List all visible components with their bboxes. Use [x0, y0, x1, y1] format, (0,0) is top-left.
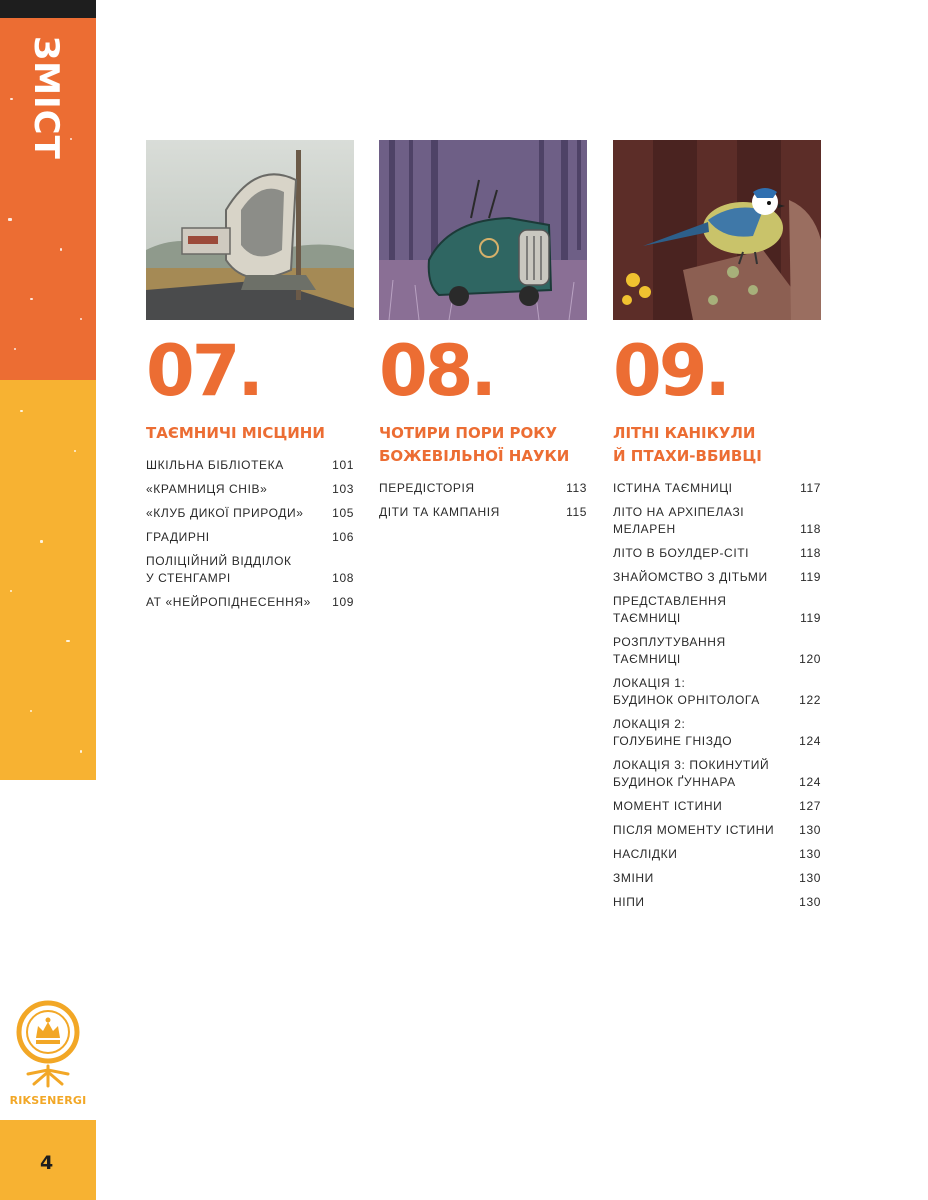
chapter-title: ЛІТНІ КАНІКУЛИ Й ПТАХИ-ВБИВЦІ — [613, 424, 762, 465]
page-number: 4 — [40, 1152, 54, 1174]
toc-entry-title: ШКІЛЬНА БІБЛІОТЕКА — [146, 458, 284, 472]
toc-entry-page: 118 — [800, 546, 821, 560]
chapter-07-image — [146, 140, 354, 320]
toc-entry[interactable] — [146, 594, 354, 611]
toc-entry-title: МОМЕНТ ІСТИНИ — [613, 799, 723, 813]
chapter-08-image — [379, 140, 587, 320]
toc-entry[interactable] — [613, 716, 821, 750]
toc-entry-page: 101 — [332, 458, 354, 472]
toc-entry-page: 124 — [799, 775, 821, 789]
toc-entry-title: РОЗПЛУТУВАННЯ ТАЄМНИЦІ — [613, 635, 726, 666]
toc-entry[interactable] — [613, 634, 821, 668]
toc-entry-title: ЛІТО В БОУЛДЕР-СІТІ — [613, 546, 750, 560]
chapter-title: ТАЄМНИЧІ МІСЦИНИ — [146, 424, 325, 442]
chapter-number: 07. — [146, 330, 262, 412]
toc-entry-title: ЗМІНИ — [613, 871, 654, 885]
toc-entry-page: 130 — [799, 823, 821, 837]
toc-entry-page: 120 — [799, 652, 821, 666]
toc-list — [379, 480, 587, 521]
chapter-09-image — [613, 140, 821, 320]
toc-entry[interactable] — [613, 593, 821, 627]
toc-entry-page: 106 — [332, 530, 354, 544]
toc-entry[interactable] — [613, 480, 821, 497]
toc-entry-title: ЗНАЙОМСТВО З ДІТЬМИ — [613, 570, 768, 584]
toc-entry[interactable] — [613, 757, 821, 791]
toc-entry[interactable] — [613, 870, 821, 887]
toc-list — [146, 457, 354, 611]
toc-entry-title: НІПИ — [613, 895, 645, 909]
toc-entry[interactable] — [146, 457, 354, 474]
toc-entry[interactable] — [379, 504, 587, 521]
toc-entry-page: 119 — [800, 570, 821, 584]
toc-entry-title: ПЕРЕДІСТОРІЯ — [379, 481, 475, 495]
toc-entry-title: «КЛУБ ДИКОЇ ПРИРОДИ» — [146, 506, 304, 520]
toc-entry-title: ЛОКАЦІЯ 1: БУДИНОК ОРНІТОЛОГА — [613, 676, 760, 707]
chapter-number: 08. — [379, 330, 495, 412]
toc-entry-page: 122 — [799, 693, 821, 707]
toc-entry-title: АТ «НЕЙРОПІДНЕСЕННЯ» — [146, 595, 311, 609]
toc-entry-title: «КРАМНИЦЯ СНІВ» — [146, 482, 268, 496]
chapter-09 — [613, 140, 821, 918]
toc-entry[interactable] — [613, 894, 821, 911]
toc-entry-title: ГРАДИРНІ — [146, 530, 210, 544]
toc-entry-page: 108 — [332, 571, 354, 585]
toc-list — [613, 480, 821, 911]
sidebar-yellow-band — [0, 380, 96, 780]
toc-entry-page: 117 — [800, 481, 821, 495]
chapter-number: 09. — [613, 330, 729, 412]
sidebar-title: ЗМІСТ — [26, 36, 66, 160]
toc-entry-page: 115 — [566, 505, 587, 519]
toc-entry[interactable] — [613, 569, 821, 586]
toc-entry[interactable] — [146, 553, 354, 587]
toc-entry-title: ЛОКАЦІЯ 3: ПОКИНУТИЙ БУДИНОК ҐУННАРА — [613, 758, 770, 789]
toc-entry-page: 103 — [332, 482, 354, 496]
toc-entry[interactable] — [613, 822, 821, 839]
toc-entry-title: НАСЛІДКИ — [613, 847, 678, 861]
chapter-07 — [146, 140, 354, 618]
toc-entry-page: 130 — [799, 847, 821, 861]
toc-entry-title: ДІТИ ТА КАМПАНІЯ — [379, 505, 500, 519]
toc-entry[interactable] — [613, 846, 821, 863]
chapter-08 — [379, 140, 587, 528]
toc-entry-title: ПІСЛЯ МОМЕНТУ ІСТИНИ — [613, 823, 775, 837]
sidebar-top-bar — [0, 0, 96, 18]
toc-entry-page: 119 — [800, 611, 821, 625]
toc-entry-page: 105 — [332, 506, 354, 520]
toc-entry-page: 130 — [799, 871, 821, 885]
toc-entry[interactable] — [613, 504, 821, 538]
logo-text: RIKSENERGI — [9, 1094, 87, 1107]
toc-entry-title: ЛОКАЦІЯ 2: ГОЛУБИНЕ ГНІЗДО — [613, 717, 733, 748]
toc-entry-page: 113 — [566, 481, 587, 495]
toc-entry-page: 130 — [799, 895, 821, 909]
toc-entry-title: ПРЕДСТАВЛЕННЯ ТАЄМНИЦІ — [613, 594, 727, 625]
toc-entry-title: ЛІТО НА АРХІПЕЛАЗІ МЕЛАРЕН — [613, 505, 745, 536]
toc-entry-title: ІСТИНА ТАЄМНИЦІ — [613, 481, 733, 495]
toc-entry[interactable] — [613, 545, 821, 562]
toc-entry-page: 109 — [332, 595, 354, 609]
toc-entry-page: 118 — [800, 522, 821, 536]
toc-entry[interactable] — [146, 505, 354, 522]
toc-entry[interactable] — [146, 481, 354, 498]
chapter-title: ЧОТИРИ ПОРИ РОКУ БОЖЕВІЛЬНОЇ НАУКИ — [379, 424, 570, 465]
toc-entry-title: ПОЛІЦІЙНИЙ ВІДДІЛОК У СТЕНГАМРІ — [146, 554, 292, 585]
toc-entry[interactable] — [379, 480, 587, 497]
toc-entry-page: 127 — [799, 799, 821, 813]
toc-entry[interactable] — [146, 529, 354, 546]
riksenergi-logo-icon — [14, 1000, 82, 1090]
toc-entry-page: 124 — [799, 734, 821, 748]
toc-entry[interactable] — [613, 798, 821, 815]
toc-entry[interactable] — [613, 675, 821, 709]
